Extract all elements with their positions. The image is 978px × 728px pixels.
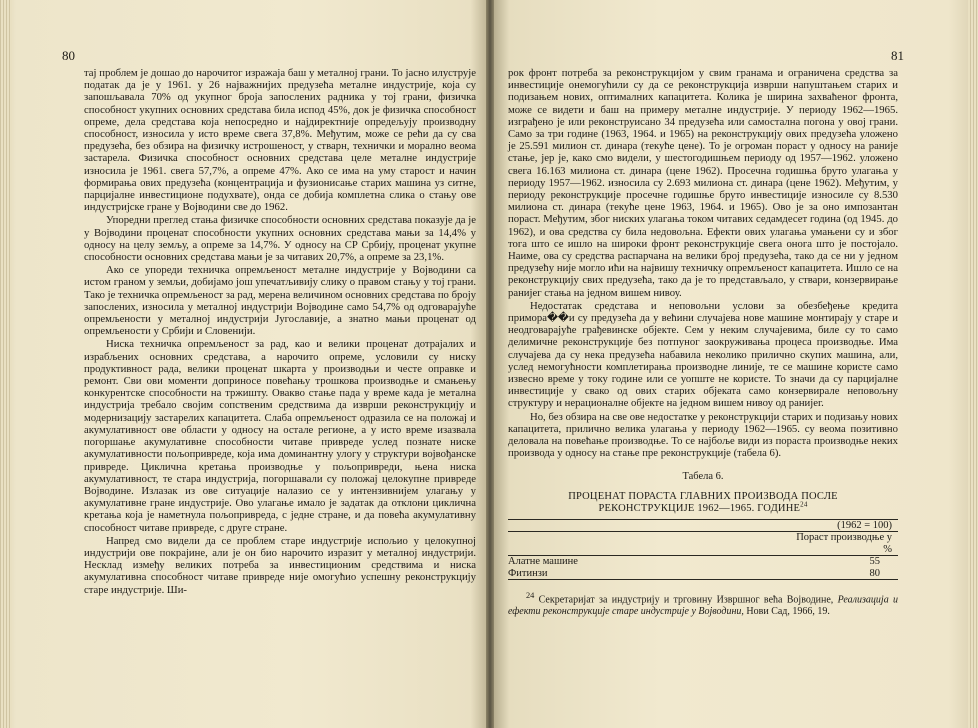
- table-row: [508, 568, 898, 580]
- column-header-line: Пораст производње у: [796, 532, 892, 543]
- column-header: [667, 532, 898, 556]
- footnote-publication: Нови Сад, 1966, 19.: [746, 606, 830, 618]
- column-header-unit: %: [883, 543, 892, 555]
- page-edge-right: [968, 0, 978, 728]
- paragraph: Ако се упореди техничка опремљеност металне индустрије у Војводини са истом граном у земљи, добијамо још упечатљивију слику о правом стању у тој грани. Тако је техничка опремљеност за рад, мерена величином основних средстава по броју запослених, износила у металној индустрији Војводине само 54,7% од одговарајуће опремљености у металној индустрији Југославије, а знатно мањи проценат од опремљености у Србији и Словенији.: [84, 264, 477, 338]
- footnote: [508, 590, 898, 618]
- right-page-text: [508, 67, 898, 460]
- table-title-line: ПРОЦЕНАТ ПОРАСТА ГЛАВНИХ ПРОИЗВОДА ПОСЛЕ: [568, 490, 838, 502]
- paragraph: Недостатак средстава и неповољни услови за обезбеђење кредита примора��и су предузећа да у већини случајева нове машине монтирају у старе и неодговарајуће грађевинске објекте. Сем у неким случајевима, биле су то само делимичне реконструкције без потпуног заокруживања процеса производње. Има случајева да су нека предузећа набавила неколико прилично скупих машина, али, услед немогућности комплетирања производне линије, те се машине користе само извесно време у току године или се уопште не користе. То значи да су парцијалне инвестиције у свако од ових старих објеката само конзервирале неповољну структуру и нерационалне објекте на једном вишем нивоу од ранијег.: [508, 299, 898, 410]
- table-title-text: РЕКОНСТРУКЦИЈЕ 1962—1965. ГОДИНЕ: [598, 502, 801, 514]
- table-title: [508, 491, 898, 515]
- table-header-row: [508, 532, 898, 556]
- footnote-title: Реализација и ефекти реконструкције старе индустрије у Војводини,: [508, 594, 898, 618]
- value-cell: 55: [667, 556, 898, 568]
- product-cell: Алатне машине: [508, 556, 667, 568]
- left-page-text: [84, 67, 476, 596]
- paragraph: Напред смо видели да се проблем старе индустрије испољио у целокупној индустрији ове покрајине, али је он био нарочито изразит у металној индустрији. Несклад између великих потреба за инвестиционим средствима и ниска акумулативна способност читаве привреде није омогућио успешну реконструкцију старе индустрије. Ши-: [84, 534, 476, 596]
- paragraph: Но, без обзира на све ове недостатке у реконструкцији старих и подизању нових капацитета, прилично велика улагања у периоду 1962—1965. су веома позитивно деловала на повећање производње. То се најбоље види из пораста производње неких производа у односу на стање пре реконструкције (табела 6).: [508, 410, 898, 460]
- value-cell: 80: [667, 568, 898, 580]
- paragraph: Упоредни преглед стања физичке способности основних средстава показује да је у Војводини проценат способности укупних основних средстава мањи за 14,4% у односу на целу земљу, а опреме за 14,7%. У односу на СР Србију, проценат укупне способности основних средстава мањи је за читавих 20,7%, а опреме за 23,1%.: [84, 214, 476, 264]
- paragraph: тај проблем је дошао до нарочитог изражаја баш у металној грани. То јасно илуструје податак да је у 1961. у 26 најважнијих предузећа металне индустрије, која су запошљавала 70% од укупног броја запослених радника у тој грани, физичка способност укупних основних средстава била испод 45%, док је физичка способност опреме, дела средстава која непосредно и најдиректније опредељују производну способност, износила у исто време свега 37,8%. Међутим, може се рећи да су сва предузећа, без обзира на физичку истрошеност, у стварн, технички и морално веома застарела. Физичка способност основних средстава целе металне индустрије износила је 1961. свега 57,7%, а опреме 47%. Ако се има на уму старост и начин формирања ових предузећа (концентрација и фузионисање старих машина уз ситне, парцијалне инвестиционе подухвате), онда се добија комплетна слика о стању ове индустријске гране у Војводини све до 1962.: [84, 67, 476, 214]
- growth-table: [508, 519, 898, 581]
- right-page: [490, 0, 978, 728]
- table-base-note: (1962 = 100): [667, 519, 898, 532]
- table-label: Табела 6.: [682, 470, 724, 482]
- page-number-left: 80: [62, 48, 75, 63]
- table-row: [508, 556, 898, 568]
- table-title-line: [508, 500, 898, 515]
- footnote-ref: 24: [800, 500, 808, 508]
- footnote-number: 24: [526, 591, 535, 600]
- book-spine: [486, 0, 494, 728]
- footnote-text: Секретаријат за индустрију и трговину Извршног већа Војводине,: [538, 594, 834, 606]
- paragraph: рок фронт потреба за реконструкцијом у свим гранама и ограничена средства за инвестиције онемогућили су да се реконструкција изврши напуштањем старих и подизањем нових, оптималних капацитета. Колика је ширина захваћеног фронта, може се видети и баш на примеру металне индустрије. У периоду 1962—1965. изграђено је или реконструисано 34 предузећа или самостална погона у овој грани. Само за три године (1963, 1964. и 1965) на реконструкцију ових предузећа уложено је 25.591 милион ст. динара (текуће цене). То је огроман пораст у односу на раније стање, јер је, како смо видели, у шестогодишњем периоду од 1957—1962. уложено свега 16.163 милиона ст. динара (цене 1962). Просечна годишња бруто улагања у периоду 1957—1962. износила су 2.693 милиона ст. динара (цене 1962). Међутим, у периоду реконструкције просечне годишње бруто инвестиције износиле су 8.530 милиона ст. динара (текуће цене 1963, 1964. и 1965). Ово је за оно импозантан пораст. Међутим, због ниских улагања током читавих седамдесет година (од 1945. до 1962), и ова средства су била недовољна. Ефекти ових улагања умањени су и због тога што се ишло на широки фронт реконструкције свега онога што је постојало. Наиме, ова су средства распарчана на велики број предузећа, тако да се ни у једном предузећу није могло ићи на највишу техничку опремљеност капацитета. Ишло се на реконструкцију свих предузећа, тако да је то представљало, у ствари, конзервирање ранијег стања на једном вишем нивоу.: [508, 67, 898, 299]
- paragraph: Ниска техничка опремљеност за рад, као и велики проценат дотрајалих и израбљених основних средстава, а нарочито опреме, условили су ниску продуктивност рада, велики проценат шкарта у производњи и честе оправке и ремонт. Сви ови моменти доприносе повећању трошкова производње и смањењу конкурентске способности на тржишту. Овакво стање пада у време када је метална индустрија требало својим сопственим средствима да изврши реконструкцију и модернизацију застарелих капацитета. Слаба опремљеност одразила се на положај и акумулативност ове области у односу на остале регионе, а у исто време изазвала погоршање акумулативне способности читаве привреде услед познате ниске акумулативности пољопривреде, која има доминантну улогу у структури војвођанске привреде. Циклична кретања производње у пољопривреди, њена ниска акумулативност, те стара индустрија, погоршавали су положај целокупне привреде Војводине. Излазак из ове ситуације налазио се у интензивнијем улагању у акумулативне гране индустрије. Ово улагање имало је задатак да отклони циклична кретања која је наметнула пољопривреда, с једне стране, и да повећа акумулативну способност читаве привреде, с друге стране.: [84, 338, 476, 534]
- page-number-right: 81: [891, 48, 904, 63]
- page-edge-left: [0, 0, 12, 728]
- product-cell: Фитинзи: [508, 568, 667, 580]
- table-base-row: [508, 519, 898, 532]
